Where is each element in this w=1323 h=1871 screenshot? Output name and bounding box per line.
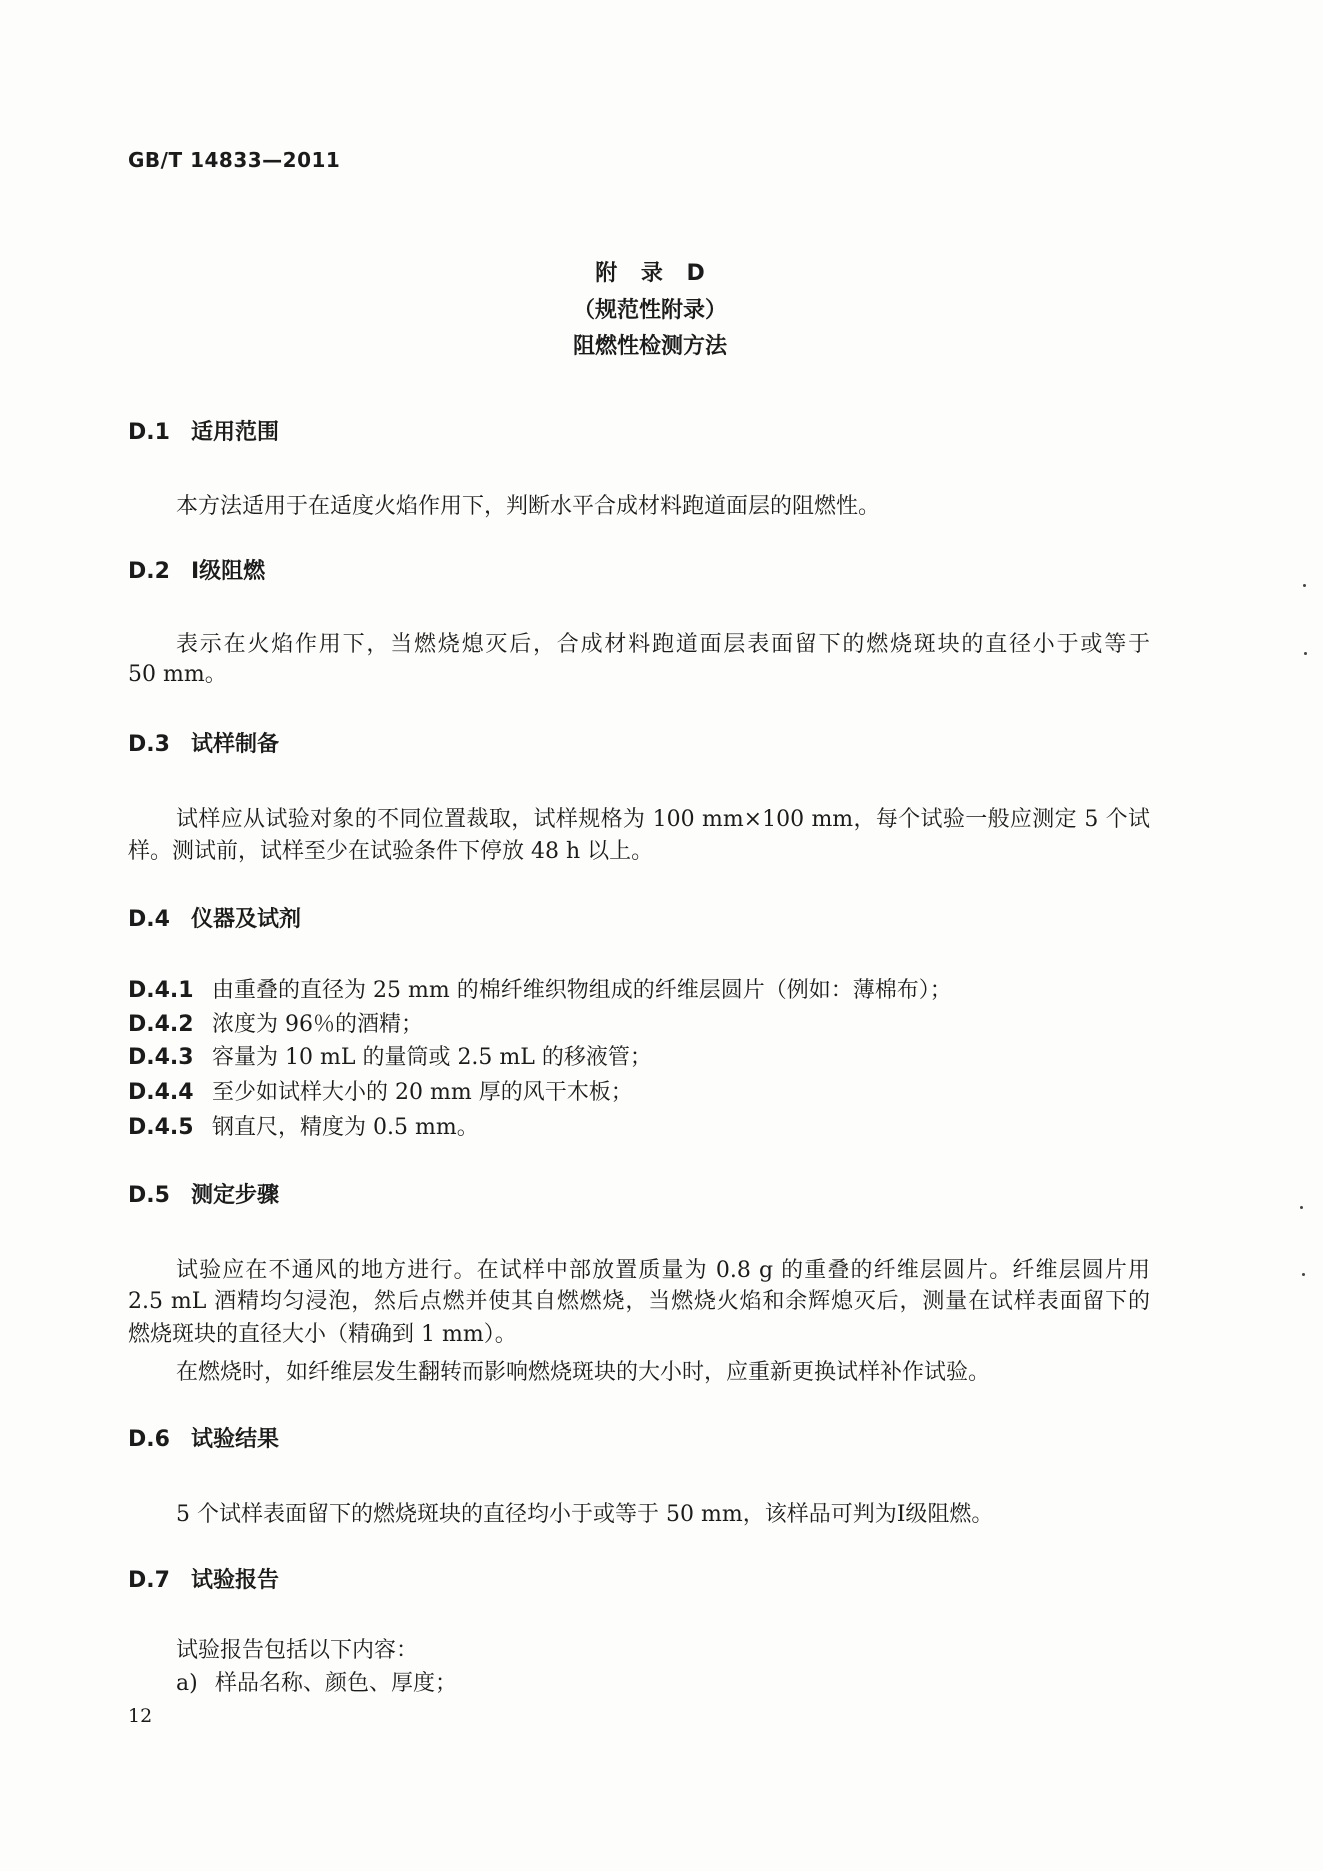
section-text-d5-para-2: 在燃烧时，如纤维层发生翻转而影响燃烧斑块的大小时，应重新更换试样补作试验。	[176, 1360, 991, 1385]
item-text-d4-5: 钢直尺，精度为 0.5 mm。	[212, 1115, 479, 1140]
item-number-d4-1: D.4.1	[128, 978, 194, 1003]
item-number-d4-5: D.4.5	[128, 1115, 194, 1140]
section-number-d4: D.4	[128, 907, 170, 932]
item-text-d4-2: 浓度为 96％的酒精；	[212, 1012, 423, 1037]
section-text-d5-line-2: 2.5 mL 酒精均匀浸泡，然后点燃并使其自燃燃烧，当燃烧火焰和余辉熄灭后，测量在试样表面留下的	[128, 1289, 1150, 1314]
annex-type: （规范性附录）	[572, 298, 727, 323]
item-number-d4-2: D.4.2	[128, 1012, 194, 1037]
section-number-d7: D.7	[128, 1568, 170, 1593]
section-number-d5: D.5	[128, 1183, 170, 1208]
section-intro-d7: 试验报告包括以下内容：	[176, 1638, 419, 1663]
annex-name: 阻燃性检测方法	[572, 334, 727, 359]
section-title-d7: 试验报告	[191, 1568, 280, 1593]
section-title-d1: 适用范围	[191, 420, 280, 445]
scan-speck	[1303, 584, 1306, 587]
section-text-d3-line-2: 样。测试前，试样至少在试验条件下停放 48 h 以上。	[128, 839, 654, 864]
item-number-d4-4: D.4.4	[128, 1080, 194, 1105]
standard-code-header: GB/T 14833—2011	[128, 148, 341, 172]
annex-title: 附 录 D	[595, 261, 705, 286]
section-text-d6: 5 个试样表面留下的燃烧斑块的直径均小于或等于 50 mm，该样品可判为Ⅰ级阻燃。	[176, 1502, 994, 1527]
section-text-d2-line-1: 表示在火焰作用下，当燃烧熄灭后，合成材料跑道面层表面留下的燃烧斑块的直径小于或等于	[176, 632, 1150, 657]
section-number-d3: D.3	[128, 732, 170, 757]
page-number: 12	[128, 1705, 153, 1727]
section-number-d2: D.2	[128, 559, 170, 584]
section-title-d6: 试验结果	[191, 1427, 280, 1452]
section-number-d6: D.6	[128, 1427, 170, 1452]
section-title-d4: 仪器及试剂	[191, 907, 302, 932]
item-text-d4-1: 由重叠的直径为 25 mm 的棉纤维织物组成的纤维层圆片（例如：薄棉布）；	[212, 978, 952, 1003]
item-text-d4-4: 至少如试样大小的 20 mm 厚的风干木板；	[212, 1080, 633, 1105]
section-text-d5-line-3: 燃烧斑块的直径大小（精确到 1 mm）。	[128, 1322, 517, 1347]
section-text-d1: 本方法适用于在适度火焰作用下，判断水平合成材料跑道面层的阻燃性。	[176, 494, 881, 519]
section-title-d2: Ⅰ级阻燃	[191, 559, 266, 584]
list-item-text-a: 样品名称、颜色、厚度；	[215, 1671, 458, 1696]
scan-speck	[1302, 1273, 1305, 1276]
section-text-d3-line-1: 试样应从试验对象的不同位置裁取，试样规格为 100 mm×100 mm，每个试验一般应测定 5 个试	[176, 807, 1150, 832]
list-item-label-a: a)	[176, 1671, 198, 1696]
item-number-d4-3: D.4.3	[128, 1045, 194, 1070]
section-text-d2-line-2: 50 mm。	[128, 662, 227, 687]
section-title-d3: 试样制备	[191, 732, 280, 757]
section-text-d5-line-1: 试验应在不通风的地方进行。在试样中部放置质量为 0.8 g 的重叠的纤维层圆片。纤维层圆片用	[176, 1258, 1150, 1283]
section-number-d1: D.1	[128, 420, 170, 445]
item-text-d4-3: 容量为 10 mL 的量筒或 2.5 mL 的移液管；	[212, 1045, 652, 1070]
scan-speck	[1300, 1206, 1303, 1209]
scan-speck	[1304, 652, 1307, 655]
section-title-d5: 测定步骤	[191, 1183, 280, 1208]
